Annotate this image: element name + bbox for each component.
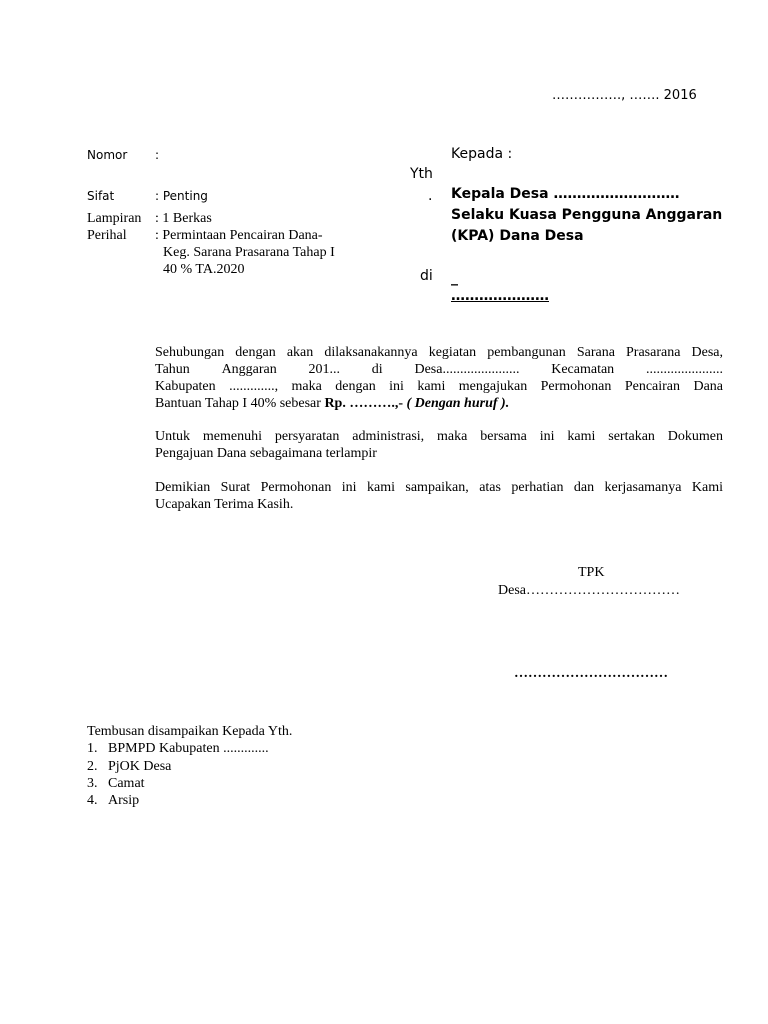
sifat-value: : Penting [155, 189, 208, 203]
p1-tahun: Tahun [155, 362, 190, 377]
p1-kecamatan: Kecamatan [551, 362, 615, 377]
yth-dot: . [428, 188, 433, 204]
letter-date: ……………., ……. 2016 [552, 88, 697, 103]
p1-dengan-huruf: ( Dengan huruf ). [403, 396, 510, 411]
di-dash: _ [451, 270, 458, 286]
p3-line-1: Demikian Surat Permohonan ini kami sampaikan, atas perhatian dan kerjasamanya Kami [155, 480, 723, 495]
kpa-dana-desa: (KPA) Dana Desa [451, 228, 584, 244]
signature-tpk: TPK [578, 565, 605, 580]
perihal-value-line-2: Keg. Sarana Prasarana Tahap I [163, 245, 335, 260]
nomor-colon: : [155, 148, 160, 162]
tembusan-item-num: 2. [87, 759, 98, 774]
tembusan-item-text: Arsip [108, 793, 140, 808]
nomor-label: Nomor [87, 148, 128, 162]
tembusan-item-text: BPMPD Kabupaten ............. [108, 741, 269, 756]
selaku-kpa-line: Selaku Kuasa Pengguna Anggaran [451, 207, 723, 223]
body-paragraph-3 [155, 479, 723, 513]
p1-desa: Desa...................... [414, 362, 520, 377]
p1-line-1: Sehubungan dengan akan dilaksanakannya kegiatan pembangunan Sarana Prasarana Desa, [155, 345, 723, 360]
p1-year: 201... [308, 362, 341, 377]
body-paragraph-1 [155, 344, 723, 412]
p1-kecamatan-dots: ...................... [645, 362, 723, 377]
yth-label: Yth [410, 166, 433, 182]
sifat-label: Sifat [87, 189, 115, 203]
di-label: di [420, 268, 433, 284]
p2-line-2: Pengajuan Dana sebagaimana terlampir [155, 446, 377, 461]
tembusan-item-num: 3. [87, 776, 98, 791]
signature-desa: Desa…………………………… [498, 583, 680, 598]
p1-bantuan: Bantuan Tahap I 40% sebesar [155, 396, 325, 411]
tembusan-item-num: 1. [87, 741, 98, 756]
p1-line-3: Kabupaten ............., maka dengan ini kami mengajukan Permohonan Pencairan Dana [155, 379, 723, 394]
p1-rp-amount: Rp. ……….,- [324, 396, 403, 411]
perihal-value-line-1: : Permintaan Pencairan Dana- [155, 228, 323, 243]
signature-name-dots: …………………………… [514, 666, 668, 681]
tembusan-title: Tembusan disampaikan Kepada Yth. [87, 724, 293, 739]
tembusan-item-num: 4. [87, 793, 98, 808]
p1-line-2 [155, 361, 723, 378]
tembusan-item-text: Camat [108, 776, 145, 791]
lampiran-label: Lampiran [87, 211, 142, 226]
p1-anggaran: Anggaran [221, 362, 277, 377]
perihal-label: Perihal [87, 228, 127, 243]
p3-line-2: Ucapakan Terima Kasih. [155, 497, 294, 512]
p2-line-1: Untuk memenuhi persyaratan administrasi, maka bersama ini kami sertakan Dokumen [155, 429, 723, 444]
p1-line-4 [155, 395, 723, 412]
p1-di: di [371, 362, 383, 377]
perihal-value-line-3: 40 % TA.2020 [163, 262, 245, 277]
body-paragraph-2 [155, 428, 723, 462]
tembusan-item-text: PjOK Desa [108, 759, 172, 774]
kepala-desa: Kepala Desa ……………………… [451, 186, 680, 202]
recipient-place-dots: ………………… [451, 288, 549, 304]
kepada-label: Kepada : [451, 146, 513, 162]
lampiran-value: : 1 Berkas [155, 211, 212, 226]
